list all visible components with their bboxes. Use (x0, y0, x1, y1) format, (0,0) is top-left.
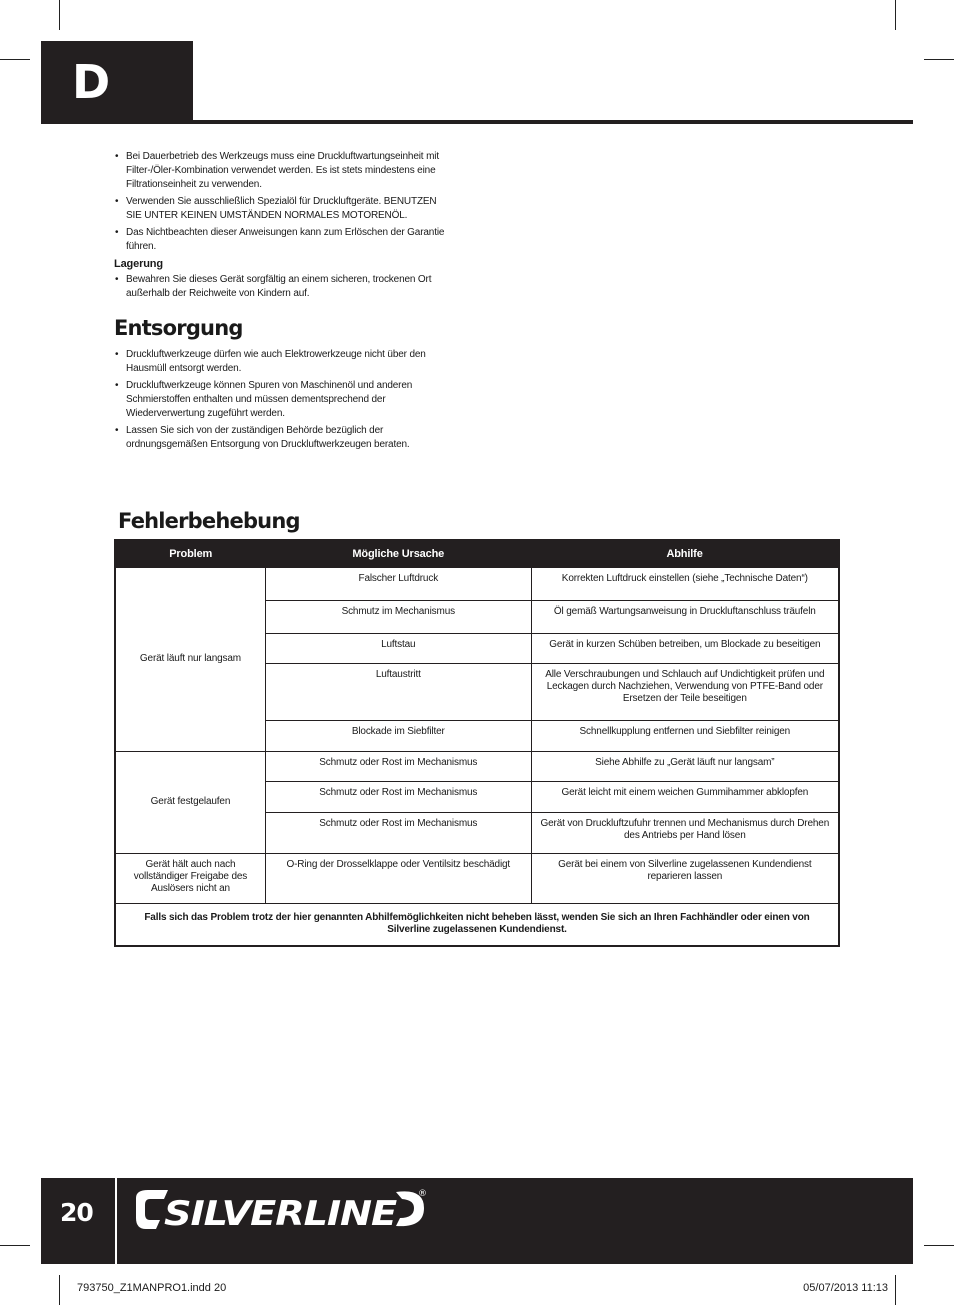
column-header-problem: Problem (115, 540, 265, 567)
remedy-cell: Korrekten Luftdruck einstellen (siehe „Technische Daten“) (531, 567, 839, 600)
remedy-cell: Gerät in kurzen Schüben betreiben, um Blockade zu beseitigen (531, 633, 839, 663)
cause-cell: Luftaustritt (265, 663, 531, 720)
language-tab (41, 41, 193, 123)
crop-mark (895, 0, 896, 30)
cause-cell: Schmutz im Mechanismus (265, 600, 531, 633)
cause-cell: Schmutz oder Rost im Mechanismus (265, 812, 531, 853)
cause-cell: Blockade im Siebfilter (265, 720, 531, 751)
list-item: • Druckluftwerkzeuge dürfen wie auch Elektrowerkzeuge nicht über den Hausmüll entsorgt werden. (114, 348, 454, 376)
footer-divider (115, 1178, 117, 1264)
cause-cell: O-Ring der Drosselklappe oder Ventilsitz beschädigt (265, 853, 531, 903)
remedy-cell: Alle Verschraubungen und Schlauch auf Undichtigkeit prüfen und Leckagen durch Nachziehen, Verwendung von PTFE-Band oder Ersetzen der Teile beseitigen (531, 663, 839, 720)
crop-mark (924, 59, 954, 60)
cause-cell: Schmutz oder Rost im Mechanismus (265, 751, 531, 781)
cause-cell: Falscher Luftdruck (265, 567, 531, 600)
problem-cell: Gerät läuft nur langsam (115, 567, 265, 751)
column-header-remedy: Abhilfe (531, 540, 839, 567)
troubleshooting-table (114, 539, 840, 947)
language-letter: D (72, 55, 111, 109)
crop-mark (924, 1245, 954, 1246)
crop-mark (0, 59, 30, 60)
crop-mark (0, 1245, 30, 1246)
remedy-cell: Gerät leicht mit einem weichen Gummihammer abklopfen (531, 781, 839, 812)
storage-heading: Lagerung (114, 258, 163, 270)
crop-mark (59, 0, 60, 30)
table-header-row (115, 540, 839, 567)
registered-mark: ® (418, 1189, 427, 1199)
list-item: • Verwenden Sie ausschließlich Spezialöl für Druckluftgeräte. BENUTZEN SIE UNTER KEINEN UMSTÄNDEN NORMALES MOTORENÖL. (114, 195, 454, 223)
list-item: • Lassen Sie sich von der zuständigen Behörde bezüglich der ordnungsgemäßen Entsorgung von Druckluftwerkzeugen beraten. (114, 424, 454, 452)
care-list (114, 150, 454, 254)
header-rule (41, 120, 913, 124)
silverline-logo (134, 1184, 434, 1238)
table-row (115, 853, 839, 903)
cause-cell: Luftstau (265, 633, 531, 663)
cause-cell: Schmutz oder Rost im Mechanismus (265, 781, 531, 812)
list-item: • Bewahren Sie dieses Gerät sorgfältig an einem sicheren, trockenen Ort außerhalb der Reichweite von Kindern auf. (114, 273, 454, 301)
table-footnote: Falls sich das Problem trotz der hier genannten Abhilfemöglichkeiten nicht beheben lässt, wenden Sie sich an Ihren Fachhändler oder einen von Silverline zugelassenen Kundendienst. (115, 903, 839, 946)
text-column (114, 150, 454, 455)
crop-mark (895, 1275, 896, 1305)
crop-mark (59, 1275, 60, 1305)
list-item: • Das Nichtbeachten dieser Anweisungen kann zum Erlöschen der Garantie führen. (114, 226, 454, 254)
problem-cell: Gerät hält auch nach vollständiger Freigabe des Auslösers nicht an (115, 853, 265, 903)
remedy-cell: Gerät von Druckluftzufuhr trennen und Mechanismus durch Drehen des Antriebs per Hand lösen (531, 812, 839, 853)
disposal-heading: Entsorgung (114, 316, 243, 340)
brand-wordmark: SILVERLINE (164, 1194, 397, 1234)
date-slug: 05/07/2013 11:13 (803, 1282, 888, 1294)
list-item: • Druckluftwerkzeuge können Spuren von Maschinenöl und anderen Schmierstoffen enthalten und müssen dementsprechend der Wiederverwertung zugeführt werden. (114, 379, 454, 421)
table-row (115, 567, 839, 600)
remedy-cell: Öl gemäß Wartungsanweisung in Druckluftanschluss träufeln (531, 600, 839, 633)
troubleshooting-heading: Fehlerbehebung (118, 509, 300, 533)
problem-cell: Gerät festgelaufen (115, 751, 265, 853)
remedy-cell: Gerät bei einem von Silverline zugelassenen Kundendienst reparieren lassen (531, 853, 839, 903)
storage-list (114, 273, 454, 301)
column-header-cause: Mögliche Ursache (265, 540, 531, 567)
remedy-cell: Siehe Abhilfe zu „Gerät läuft nur langsam” (531, 751, 839, 781)
remedy-cell: Schnellkupplung entfernen und Siebfilter reinigen (531, 720, 839, 751)
list-item: • Bei Dauerbetrieb des Werkzeugs muss eine Druckluftwartungseinheit mit Filter-/Öler-Kombination verwendet werden. Es ist stets mindestens eine Filtrationseinheit zu verwenden. (114, 150, 454, 192)
table-row (115, 751, 839, 781)
table-footnote-row (115, 903, 839, 946)
page-number: 20 (60, 1198, 93, 1227)
file-slug: 793750_Z1MANPRO1.indd 20 (77, 1282, 227, 1294)
disposal-list (114, 348, 454, 452)
